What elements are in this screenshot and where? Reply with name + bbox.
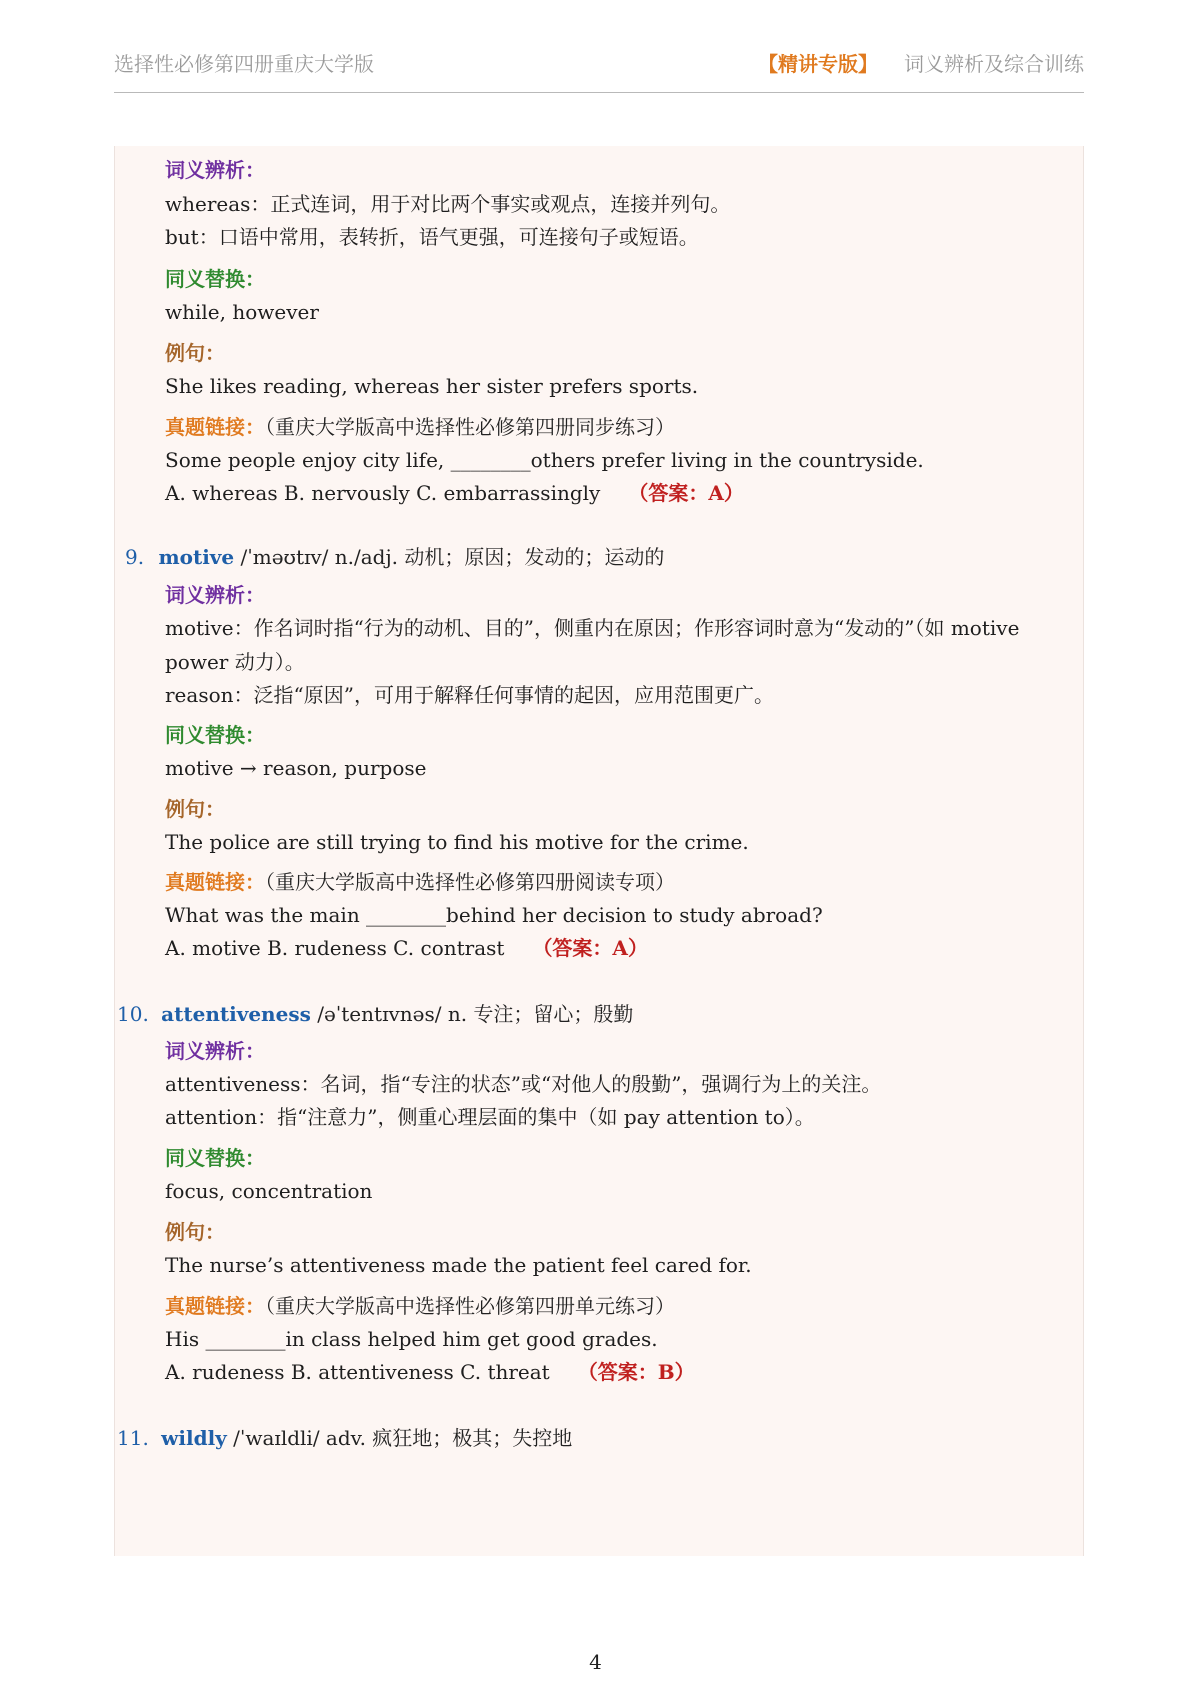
analysis-label: 词义辨析： <box>165 1039 265 1063</box>
exam-question: Some people enjoy city life, ________others prefer living in the countryside. <box>165 448 924 472</box>
synonyms-label: 同义替换： <box>165 723 265 747</box>
exam-options <box>165 481 744 505</box>
exam-label: 真题链接： <box>165 415 265 439</box>
headword: attentiveness <box>161 1002 311 1026</box>
page-number: 4 <box>589 1650 602 1674</box>
book-title: 选择性必修第四册重庆大学版 <box>114 52 374 76</box>
example-label: 例句： <box>165 797 225 821</box>
entry-headword-line <box>117 998 633 1027</box>
options-text: A. whereas B. nervously C. embarrassingly <box>165 481 601 505</box>
content-panel <box>114 146 1084 1556</box>
answer-text: （答案：A） <box>532 936 648 960</box>
example-label: 例句： <box>165 1220 225 1244</box>
header-right <box>758 48 1084 77</box>
exam-label: 真题链接： <box>165 1294 265 1318</box>
exam-link <box>165 870 675 894</box>
example-sentence: The police are still trying to find his motive for the crime. <box>165 830 749 854</box>
exam-link <box>165 1294 675 1318</box>
exam-label: 真题链接： <box>165 870 265 894</box>
synonyms-text: motive → reason, purpose <box>165 756 427 780</box>
headword-definition: /ˈwaɪldli/ adv. 疯狂地；极其；失控地 <box>226 1426 573 1450</box>
analysis-line: motive：作名词时指“行为的动机、目的”，侧重内在原因；作形容词时意为“发动的”（如 motive power 动力）。 <box>165 616 1020 674</box>
exam-link <box>165 415 675 439</box>
synonyms-text: focus, concentration <box>165 1179 373 1203</box>
exam-options <box>165 1360 695 1384</box>
exam-source: （重庆大学版高中选择性必修第四册同步练习） <box>265 415 675 439</box>
analysis-line: reason：泛指“原因”，可用于解释任何事情的起因，应用范围更广。 <box>165 683 774 707</box>
section-title: 词义辨析及综合训练 <box>904 52 1084 76</box>
analysis-label: 词义辨析： <box>165 158 265 182</box>
exam-source: （重庆大学版高中选择性必修第四册阅读专项） <box>265 870 675 894</box>
analysis-line: whereas：正式连词，用于对比两个事实或观点，连接并列句。 <box>165 192 731 216</box>
synonyms-label: 同义替换： <box>165 267 265 291</box>
analysis-line: attentiveness：名词，指“专注的状态”或“对他人的殷勤”，强调行为上的关注。 <box>165 1072 882 1096</box>
entry-number: 10. <box>117 1002 149 1026</box>
entry-number: 11. <box>117 1426 149 1450</box>
answer-text: （答案：B） <box>577 1360 695 1384</box>
exam-options <box>165 936 648 960</box>
example-sentence: The nurse’s attentiveness made the patient feel cared for. <box>165 1253 752 1277</box>
options-text: A. rudeness B. attentiveness C. threat <box>165 1360 550 1384</box>
synonyms-label: 同义替换： <box>165 1146 265 1170</box>
exam-question: His ________in class helped him get good grades. <box>165 1327 658 1351</box>
entry-number: 9. <box>125 545 145 569</box>
synonyms-text: while, however <box>165 300 319 324</box>
example-label: 例句： <box>165 341 225 365</box>
entry-headword-line <box>117 1422 572 1451</box>
answer-text: （答案：A） <box>628 481 744 505</box>
headword-definition: /ˈməʊtɪv/ n./adj. 动机；原因；发动的；运动的 <box>234 545 665 569</box>
example-sentence: She likes reading, whereas her sister prefers sports. <box>165 374 699 398</box>
analysis-label: 词义辨析： <box>165 583 265 607</box>
headword: motive <box>158 545 235 569</box>
entry-headword-line <box>125 541 664 570</box>
headword: wildly <box>161 1426 227 1450</box>
edition-badge: 【精讲专版】 <box>758 52 878 76</box>
exam-question: What was the main ________behind her decision to study abroad? <box>165 903 823 927</box>
page-header <box>114 44 1084 93</box>
options-text: A. motive B. rudeness C. contrast <box>165 936 505 960</box>
analysis-line: but：口语中常用，表转折，语气更强，可连接句子或短语。 <box>165 225 699 249</box>
headword-definition: /əˈtentɪvnəs/ n. 专注；留心；殷勤 <box>310 1002 634 1026</box>
analysis-line: attention：指“注意力”，侧重心理层面的集中（如 pay attention to）。 <box>165 1105 815 1129</box>
exam-source: （重庆大学版高中选择性必修第四册单元练习） <box>265 1294 675 1318</box>
